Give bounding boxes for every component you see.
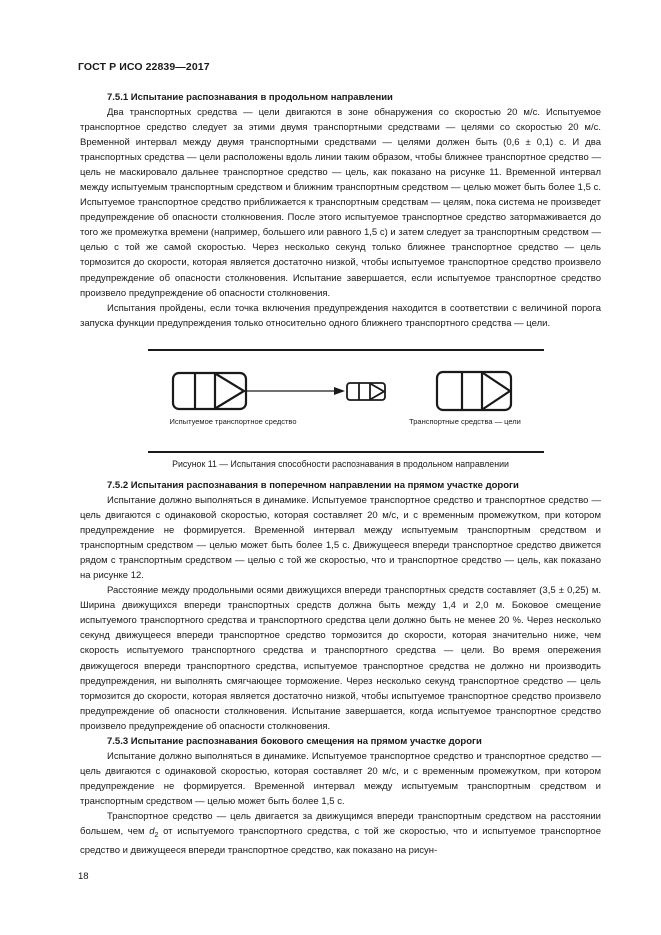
paragraph — [80, 809, 601, 858]
paragraph-text: от испытуемого транспортного средства, с той же скоростью, что и испытуемое транспортное средство и движущееся впереди транспортное средство, как показано на рисун- — [80, 825, 601, 856]
paragraph: Испытания пройдены, если точка включения предупреждения находится в соответствии с величиной порога запуска функции предупреждения только относительно одного ближнего транспортного средства — цели. — [80, 302, 601, 329]
section-7-5-2 — [80, 478, 601, 858]
figure-11 — [148, 349, 544, 453]
paragraph: Расстояние между продольными осями движущихся впереди транспортных средств составляет (3,5 ± 0,25) м. Ширина движущихся впереди транспортных средств должна быть между 1,4 и 2,0 м. Боковое смещение испытуемого транспортного средства и транспортного средства цели должно быть не менее 20 %. Через несколько секунд движущееся впереди транспортное средство тормозится до скорости, которая значительно ниже, чем скорость испытуемого транспортного средства и транспортного средства — цели. Во время опережения движущегося впереди транспортного средства, испытуемое транспортное средства не должно ни производить предупреждения, ни выполнять смягчающее торможение. Через несколько секунд транспортное средство — цель тормозится до скорости, которая является достаточно низкой, чтобы испытуемое транспортное средство произвело предупреждение об опасности столкновения. Испытание завершается, когда испытуемое транспортное средство произвело предупреждение об опасности столкновения. — [80, 585, 601, 732]
figure-caption: Рисунок 11 — Испытания способности распознавания в продольном направлении — [172, 459, 509, 469]
variable-d: d — [149, 825, 155, 837]
paragraph: Два транспортных средства — цели двигаются в зоне обнаружения со скоростью 20 м/с. Испытуемое транспортное средство следует за этими двумя транспортными средствами — целями со скоростью 20 м/с. Временной интервал между двумя транспортными средствами — целями должен быть (0,6 ± 0,1) с. И два транспортных средства — цели расположены вдоль линии таким образом, чтобы ближнее транспортное средство — цель не маскировало дальнее транспортное средство — цель, как показано на рисунке 11. Временной интервал между испытуемым транспортным средством и ближним транспортным средством — целью может быть более 1,5 с. Испытуемое транспортное средство приближается к транспортным средствам — целям, пока система не произведет предупреждение об опасности столкновения. После этого испытуемое транспортное средство затормаживается до того же промежутка времени (например, большего или равного 1,5 с) и затем следует за транспортным средством — целью с той же самой скоростью. Через несколько секунд только ближнее транспортное средство — цель тормозится до скорости, которая является достаточно низкой, чтобы испытуемое транспортное средство произвело предупреждение об опасности столкновения. Испытание завершается, если испытуемое транспортное средство произвело предупреждение об опасности столкновения. — [80, 107, 601, 299]
variable-subscript: 2 — [154, 831, 159, 839]
section-title: 7.5.3 Испытание распознавания бокового смещения на прямом участке дороги — [107, 735, 482, 747]
section-7-5-1 — [80, 90, 601, 331]
section-title: 7.5.2 Испытания распознавания в поперечном направлении на прямом участке дороги — [107, 480, 519, 491]
target-vehicles-label: Транспортные средства — цели — [409, 417, 521, 426]
paragraph-text: Транспортное средство — цель двигается за движущимся впереди транспортным средством на расстоянии большем, чем — [80, 810, 601, 837]
direction-arrow-icon — [246, 387, 345, 395]
paragraph: Испытание должно выполняться в динамике. Испытуемое транспортное средство и транспортное средство — цель двигаются с одинаковой скоростью, которая составляет 20 м/с, и с временным промежутком, при котором предупреждение не формируется. Временной интервал между испытуемым транспортным средством и транспортным средством — целью может быть более 1,5 с. — [80, 750, 601, 807]
subject-vehicle-label: Испытуемое транспортное средство — [169, 417, 297, 426]
figure-11-diagram — [148, 349, 544, 453]
section-title: 7.5.1 Испытание распознавания в продольном направлении — [107, 92, 393, 103]
document-header: ГОСТ Р ИСО 22839—2017 — [78, 61, 210, 73]
paragraph: Испытание должно выполняться в динамике. Испытуемое транспортное средство и транспортное средство — цель двигаются с одинаковой скоростью, которая составляет 20 м/с, и с временным промежутком, при котором предупреждение не формируется. Временной интервал между испытуемым транспортным средством и транспортным средством — целью может быть более 1,5 с. Движущееся впереди транспортное средство движется рядом с транспортным средством — целью с той же скоростью, что и транспортное средство — цель, как показано на рисунке 12. — [80, 495, 601, 582]
far-target-vehicle-icon — [347, 383, 385, 400]
figure-bottom-rule — [148, 451, 544, 453]
subject-vehicle-icon — [173, 373, 246, 409]
page-number: 18 — [78, 871, 89, 882]
near-target-vehicle-icon — [437, 372, 511, 410]
